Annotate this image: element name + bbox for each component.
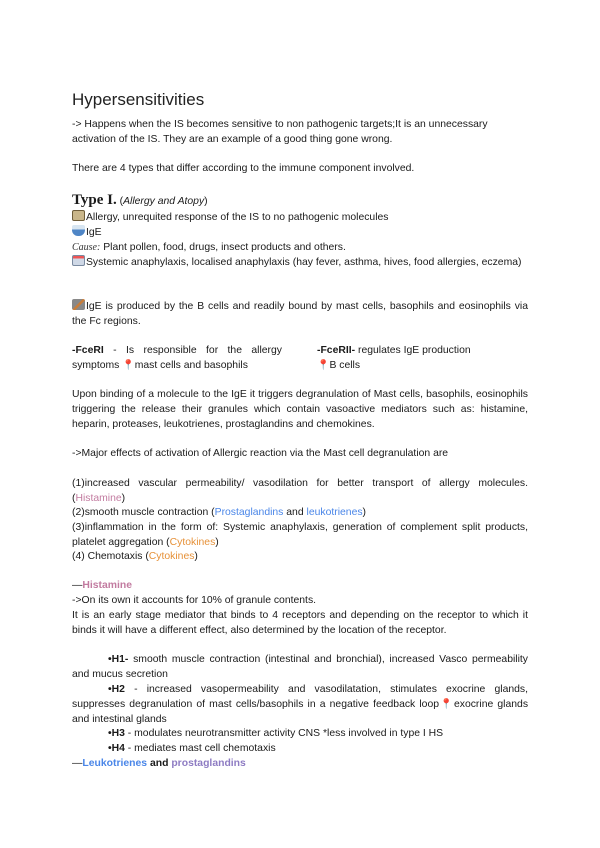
h4-label: •H4 bbox=[108, 743, 125, 754]
tools-icon bbox=[72, 299, 85, 310]
cause-text: Plant pollen, food, drugs, insect products and others. bbox=[100, 242, 346, 253]
pin-icon: 📍 bbox=[439, 699, 454, 710]
effect-1 bbox=[72, 476, 528, 506]
effect-3-text: (3)inflammation in the form of: Systemic anaphylaxis, generation of complement split products, platelet aggregation ( bbox=[72, 522, 528, 548]
type1-definition bbox=[72, 210, 528, 225]
h1-receptor bbox=[72, 652, 528, 682]
effect-2-and: and bbox=[283, 507, 307, 518]
fceri-text: - Is responsible for the allergy symptoms bbox=[72, 345, 282, 371]
type1-subtitle: Allergy and Atopy bbox=[123, 196, 205, 207]
pin-icon: 📍 bbox=[122, 360, 135, 371]
definition-text: Allergy, unrequited response of the IS to no pathogenic molecules bbox=[86, 212, 389, 223]
effect-4-mediator: Cytokines bbox=[148, 551, 195, 562]
type1-title: Type I. bbox=[72, 192, 117, 208]
fcerii-text: regulates IgE production bbox=[355, 345, 471, 356]
effect-2-mediator-2: leukotrienes bbox=[306, 507, 363, 518]
effect-3-mediator: Cytokines bbox=[169, 537, 216, 548]
h2-receptor bbox=[72, 682, 528, 727]
fceri-name: -FceRI bbox=[72, 345, 104, 356]
intro-paragraph: -> Happens when the IS becomes sensitive to non pathogenic targets;It is an unnecessary activation of the IS. They are an example of a good thing gone wrong. bbox=[72, 119, 488, 145]
mechanism-text: IgE is produced by the B cells and readily bound by mast cells, basophils and eosinophils via the Fc regions. bbox=[72, 301, 528, 327]
pin-icon: 📍 bbox=[317, 360, 330, 371]
h3-text: - modulates neurotransmitter activity CNS *less involved in type I HS bbox=[124, 728, 444, 739]
h1-text: smooth muscle contraction (intestinal and bronchial), increased Vasco permeability and mucus secretion bbox=[72, 654, 528, 680]
cause-label: Cause: bbox=[72, 242, 101, 253]
effect-2 bbox=[72, 505, 528, 520]
type1-sub-open: ( bbox=[119, 196, 124, 207]
test-tube-icon bbox=[72, 225, 85, 236]
effect-4-end: ) bbox=[194, 551, 198, 562]
fcerii-column bbox=[317, 343, 528, 373]
prostaglandins-title: prostaglandins bbox=[171, 758, 246, 769]
leukotrienes-title: Leukotrienes bbox=[82, 758, 148, 769]
effect-1-end: ) bbox=[121, 493, 126, 504]
page-title: Hypersensitivities bbox=[72, 90, 205, 109]
effect-2-text: (2)smooth muscle contraction ( bbox=[72, 507, 215, 518]
fceri-cells: mast cells and basophils bbox=[134, 360, 248, 371]
diseases-text: Systemic anaphylaxis, localised anaphylaxis (hay fever, asthma, hives, food allergies, eczema) bbox=[86, 257, 522, 268]
degranulation-paragraph: Upon binding of a molecule to the IgE it triggers degranulation of Mast cells, basophils, eosinophils triggering the release their granules which contain vasoactive mediators such as: histamine, heparin, proteases, leukotrienes, prostaglandins and chemokines. bbox=[72, 389, 528, 430]
mediator-text: IgE bbox=[86, 227, 102, 238]
leukotrienes-heading bbox=[72, 756, 528, 771]
h3-receptor bbox=[72, 726, 528, 741]
fceri-column bbox=[72, 343, 282, 373]
h2-end: exocrine glands and intestinal glands bbox=[72, 699, 529, 725]
histamine-p1: ->On its own it accounts for 10% of granule contents. bbox=[72, 595, 317, 606]
effects-intro: ->Major effects of activation of Allergic reaction via the Mast cell degranulation are bbox=[72, 448, 449, 459]
histamine-dash: — bbox=[72, 580, 83, 591]
effect-3 bbox=[72, 520, 528, 550]
histamine-heading bbox=[72, 578, 528, 593]
type1-cause bbox=[72, 240, 528, 255]
effect-2-end: ) bbox=[362, 507, 367, 518]
h4-text: - mediates mast cell chemotaxis bbox=[124, 743, 276, 754]
effect-3-end: ) bbox=[215, 537, 219, 548]
leuko-and: and bbox=[147, 758, 172, 769]
h2-text: - increased vasopermeability and vasodilatation, stimulates exocrine glands, suppresses degranulation of mast cells/basophils in a negative feedback loop bbox=[72, 684, 528, 710]
effect-4-text: (4) Chemotaxis ( bbox=[72, 551, 149, 562]
type1-sub-close: ) bbox=[204, 196, 208, 207]
effect-1-text: (1)increased vascular permeability/ vasodilation for better transport of allergy molecules. ( bbox=[72, 478, 528, 504]
effect-2-mediator-1: Prostaglandins bbox=[214, 507, 284, 518]
effect-1-mediator: Histamine bbox=[75, 493, 122, 504]
intro-types-paragraph: There are 4 types that differ according to the immune component involved. bbox=[72, 163, 415, 174]
type1-mechanism bbox=[72, 299, 528, 329]
fcerii-name: -FceRII- bbox=[317, 345, 356, 356]
h4-receptor bbox=[72, 741, 528, 756]
type1-heading bbox=[72, 192, 208, 210]
hospital-icon bbox=[72, 255, 85, 266]
h2-label: •H2 bbox=[108, 684, 125, 695]
effect-4 bbox=[72, 549, 528, 564]
book-icon bbox=[72, 210, 85, 221]
histamine-title: Histamine bbox=[82, 580, 133, 591]
type1-diseases bbox=[72, 255, 528, 270]
h3-label: •H3 bbox=[108, 728, 125, 739]
histamine-p2: It is an early stage mediator that binds to 4 receptors and depending on the receptor to which it binds it will have a different effect, also determined by the location of the receptor. bbox=[72, 610, 528, 636]
h1-label: •H1- bbox=[108, 654, 129, 665]
type1-mediator bbox=[72, 225, 528, 240]
fcerii-cells: B cells bbox=[329, 360, 361, 371]
leuko-dash: — bbox=[72, 758, 83, 769]
